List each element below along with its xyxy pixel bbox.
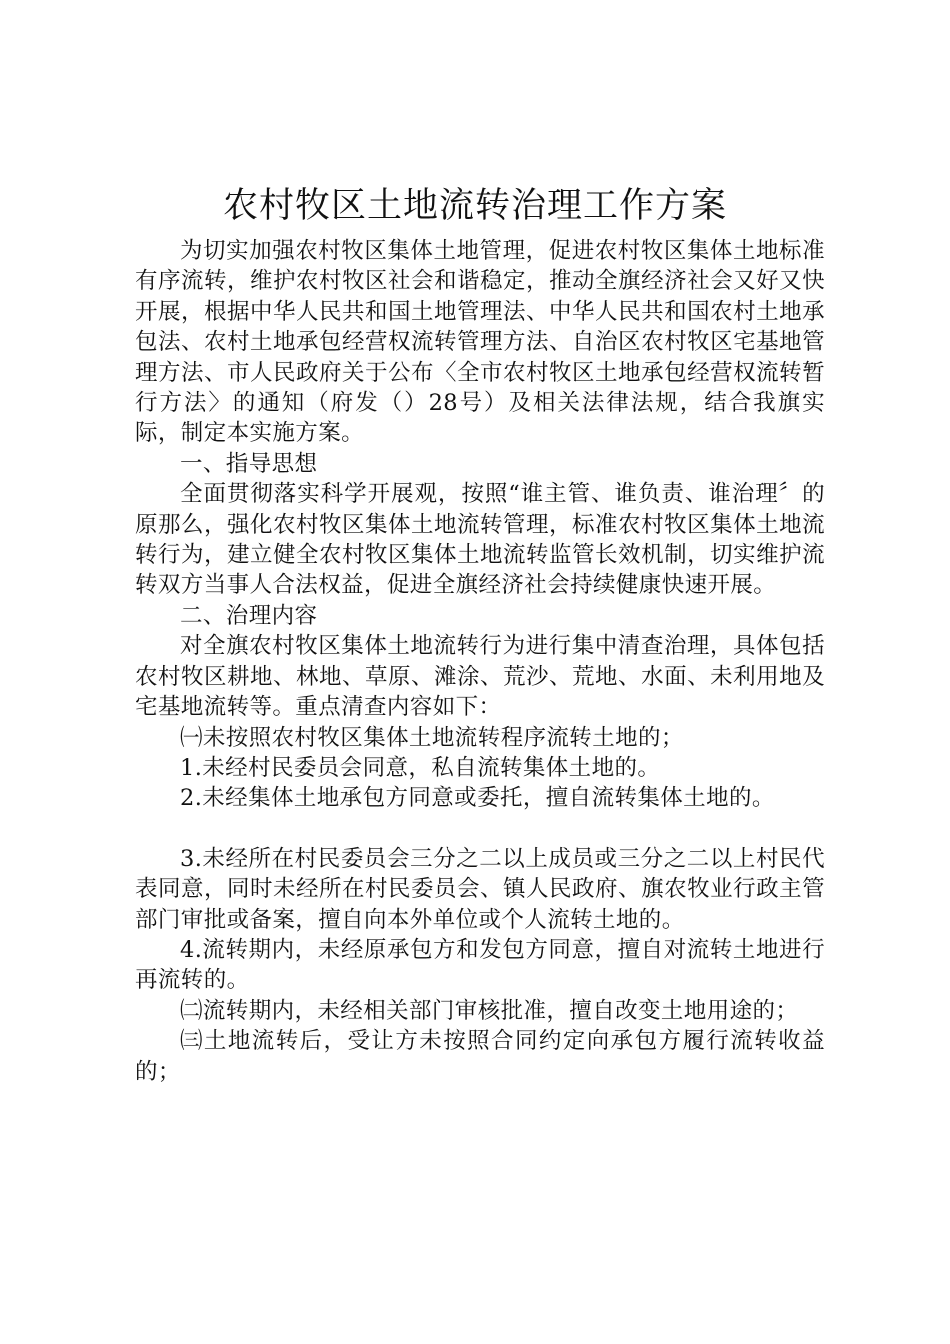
list-item-4: 4.流转期内，未经原承包方和发包方同意，擅自对流转土地进行再流转的。 xyxy=(135,936,825,994)
list-item-land-use-change: ㈡流转期内，未经相关部门审核批准，擅自改变土地用途的； xyxy=(180,997,799,1024)
paragraph-guiding-thought: 全面贯彻落实科学开展观，按照“谁主管、谁负责、谁治理〞的原那么，强化农村牧区集体土地流转管理，标准农村牧区集体土地流转行为，建立健全农村牧区集体土地流转监管长效机制，切实维护流转双方当事人合法权益，促进全旗经济社会持续健康快速开展。 xyxy=(135,481,825,599)
list-item-2: 2.未经集体土地承包方同意或委托，擅自流转集体土地的。 xyxy=(180,785,775,812)
list-item-1: 1.未经村民委员会同意，私自流转集体土地的。 xyxy=(180,754,661,781)
paragraph-governance-scope: 对全旗农村牧区集体土地流转行为进行集中清查治理，具体包括农村牧区耕地、林地、草原、滩涂、荒沙、荒地、水面、未利用地及宅基地流转等。重点清查内容如下： xyxy=(135,633,825,721)
section-heading-guiding-thought: 一、指导思想 xyxy=(180,450,318,477)
list-item-procedure: ㈠未按照农村牧区集体土地流转程序流转土地的； xyxy=(180,724,684,751)
section-heading-governance-content: 二、治理内容 xyxy=(180,602,318,629)
list-item-transfer-income: ㈢土地流转后，受让方未按照合同约定向承包方履行流转收益的； xyxy=(135,1028,825,1085)
list-item-3: 3.未经所在村民委员会三分之二以上成员或三分之二以上村民代表同意，同时未经所在村民委员会、镇人民政府、旗农牧业行政主管部门审批或备案，擅自向本外单位或个人流转土地的。 xyxy=(135,845,825,933)
document-title: 农村牧区土地流转治理工作方案 xyxy=(222,186,727,226)
paragraph-intro: 为切实加强农村牧区集体土地管理，促进农村牧区集体土地标准有序流转，维护农村牧区社会和谐稳定，推动全旗经济社会又好又快开展，根据中华人民共和国土地管理法、中华人民共和国农村土地承包法、农村土地承包经营权流转管理方法、自治区农村牧区宅基地管理方法、市人民政府关于公布〈全市农村牧区土地承包经营权流转暂行方法〉的通知（府发（）28号）及相关法律法规，结合我旗实际，制定本实施方案。 xyxy=(135,238,825,447)
document-body xyxy=(135,236,825,1087)
paragraph-spacer xyxy=(135,814,825,844)
